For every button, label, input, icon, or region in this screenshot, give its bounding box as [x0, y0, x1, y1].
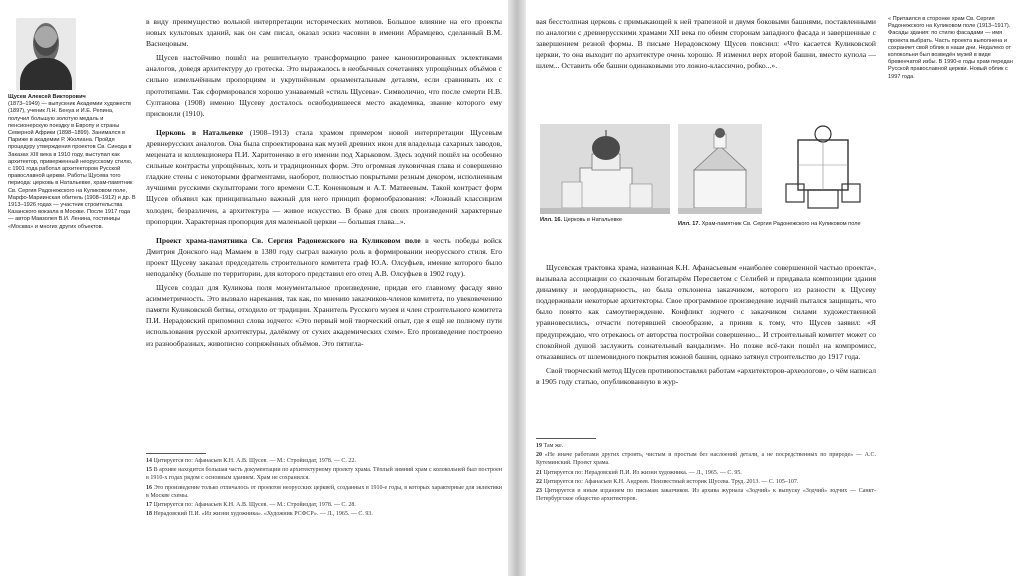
- section-heading: Проект храма-памятника Св. Сергия Радонежского на Куликовом поле: [156, 235, 421, 245]
- paragraph: вая бесстолпная церковь с примыкающей к ней трапезной и двумя боковыми башнями, поставленными по аналогии с древнерусскими храмами XII века по обеим сторонам западного фасада и завершенные с завершением резной формы. В письме Нерадовскому Щусев пояснил: «Что касается Куликовской церкви, то она выходит по архитектуре очень хорошо. Я изменил верх второй башни, вместо купола — шлем... Оставить обе башни одинаковыми это ложно-классично, робко...».: [536, 17, 876, 71]
- left-page: [0, 0, 508, 576]
- portrait-photo: [16, 18, 76, 90]
- church-photo: [540, 124, 670, 214]
- floor-plan-drawing: [768, 124, 878, 214]
- footnote: 22 Цитируется по: Афанасьев К.Н. Андреев. Неизвестный историк Щусева. Труд. 2013. — С. 105–107.: [536, 478, 799, 485]
- footnote: 18 Нерадовский П.И. «Из жизни художника». «Художник РСФСР». — Л., 1965. — С. 93.: [146, 511, 373, 518]
- figure-17-caption-block: [678, 221, 878, 228]
- figure-caption: Церковь в Натальевке: [563, 217, 623, 223]
- paragraph: (1908–1913) стала храмом примером новой интерпретации Щусевым древнерусских аналогов. Она была спроектирована как музей древних икон для владельца сахарных заводов, мецената и коллекционера П.И. Харитоненко в его имении под Харьковом. Здесь зодчий пошёл на особенно сильные контрасты упрощённых, хоть и традиционных форм. Это огромная луковичная глава и совершенно гладкие стены с некоторыми фрагментами, наоборот, полностью покрытыми резным декором, исполненным лучшими русскими скульпторами того времени С.Т. Коненковым и А.Т. Матвеевым. Такой контраст форм Щусев объявил как принципиально важный для него принцип формообразования: «Ложный классицизм холоден, безразличен, а архитектура — живое искусство. В браке для своих произведений характерные пропорции. Характерная пропорция для маленькой церкви — большая глава...».: [146, 127, 502, 226]
- footnote: 14 Цитируется по: Афанасьев К.Н. А.В. Щусев. — М.: Стройиздат, 1978. — С. 22.: [146, 458, 356, 464]
- biography-text: (1873–1949) — выпускник Академии художеств (1897), ученик Л.Н. Бенуа и И.Е. Репина, получил большую золотую медаль и пенсионерскую поездку в Европу и страны Северной Африки (1898–1899). Занимался в Париже в академии Р. Жюлиана. Пройдя процедуру утверждения проектов Св. Синода в Заказах ХIII века в 1910 году, выступал как архитектор, приверженный неорусскому стилю, с 1901 года работал архитектором Русской православной церкви. Работы Щусева того периода: церковь в Натальевке, храм-памятник Св. Сергия Радонежского на Куликовом поле, Марфо-Мариинская обитель (1908–1912) и др. В 1913–1926 годах — участник строительства Казанского вокзала в Москве. После 1917 года — автор Мавзолея В.И. Ленина, гостиницы «Москва» и многих других объектов.: [8, 101, 136, 230]
- biography-name: Щусев Алексей Викторович: [8, 94, 86, 100]
- footnote: 15 В архиве находится большая часть документации по архитектурному проекту храма. Тёплый зимний храм с колокольней был построен в 1910-х годах рядом с основным зданием. Храм не сохранился.: [146, 467, 502, 482]
- figure-16: [540, 124, 670, 224]
- footnote: 20 «Не иначе работами других строить, чистым и простым без наслоений детали, а не посредственных по природе» — А.С. Кутеминский. Проект храма.: [536, 452, 877, 467]
- left-main-text: [146, 16, 502, 352]
- right-footnotes: [536, 438, 876, 504]
- paragraph: Щусевская трактовка храма, названная К.Н. Афанасьевым «наиболее совершенной частью проекта», вызывала ассоциации со сказочным богатырём Пересветом с Селибей и придавала композиции здания динамику и неординарность, но была отклонена заказчиком, которого из разности к Щусеву поддерживали некоторые архитекторы. Свое программное произведение зодчий пытался защищать, что было понято как самоутверждение. Конфликт зодчего с заказчиком силами художественной уравновесились, отчасти потерявшей своеобразие, а приняв к тому, что Щусев заявил: «Я предупреждаю, что отрекаюсь от авторства постройки совершенно... И строительный комитет может со спокойной душой заслужить сознательный вандализм». Но позже всё-таки пошёл на компромисс, отказавшись от шлемовидного покрытия южной башни, однако затянул строительство до 1917 года.: [536, 263, 876, 361]
- church-photo: [678, 124, 762, 214]
- right-main-text: [536, 16, 876, 74]
- right-main-text-lower: [536, 262, 876, 390]
- figure-label: Илл. 17.: [678, 221, 701, 227]
- biography-sidebar: [8, 18, 136, 231]
- paragraph: Щусев настойчиво пошёл на решительную трансформацию ранее канонизированных эклектиками аналогов, доведя архитектуру до гротеска. Это выражалось в необычных сочетаниях упрощённых объёмов с сильно измельчённым пропорциям и укрупнённым орнаментальным деталям, если сравнивать их с прототипами. Так сформировался хорошо узнаваемый «стиль Щусева». Символично, что после смерти Н.В. Султанова (1908) именно Щусеву досталось освободившееся место академика, звание которого ему присвоили (1910).: [146, 53, 502, 118]
- floor-plan-figure: [768, 124, 878, 214]
- footnote: 21 Цитируется по: Нерадовский П.И. Из жизни художника. — Л., 1965. — С. 95.: [536, 469, 742, 476]
- footnote: 19 Там же.: [536, 443, 564, 449]
- book-gutter: [508, 0, 526, 576]
- footnote: 23 Цитируется и иным изданием по письмам заказчиков. Из архива журнала «Зодчий» к выпуску «Зодчий» зодчих — Санкт-Петербургское общество архитекторов.: [536, 488, 876, 503]
- paragraph: в честь победы войск Дмитрия Донского над Мамаем в 1380 году сыграл важную роль в формировании неорусского стиля. Его проект Щусеву заказал председатель строительного комитета граф Ю.А. Олсуфьев, имение которого было неподалёку (больше по территории, для которого представил его отец А.В. Олсуфьев в 1902 году).: [146, 235, 502, 278]
- figure-caption: Храм-памятник Св. Сергия Радонежского на Куликовом поле: [701, 221, 861, 227]
- left-footnotes: [146, 453, 502, 519]
- paragraph: в виду преимущество вольной интерпретации исторических мотивов. Большое влияние на его проекты новых культовых зданий, как он сам писал, оказал эскиз часовни в имении Абрамцево, сделанный В.М. Васнецовым.: [146, 17, 502, 49]
- paragraph: Щусев создал для Куликова поля монументальное произведение, придав его главному фасаду явно асимметричность. Это вызвало нарекания, так как, по мнению заказчиков-членов комитета, по увековечению памяти Куликовской битвы, отходило от традиции. Хранитель Русского музея и член строительного комитета П.И. Нерадовский припомнил слова зодчего: «Это первый мой творческий опыт, где я ещё не полному пути использования русской архитектуры, далёкому от сухих академических схем». Его произведение построено из разнообразных, живописно сопряжённых объёмов. Это пятигла-: [146, 283, 502, 348]
- right-page: [526, 0, 1024, 576]
- figures-row: [540, 124, 880, 244]
- right-sidebar-note: « Притаился в сторонке храм Св. Сергия Радонежского на Куликовом поле (1913–1917). Фасады здания: по стилю фасадами — имя проекта выбрать. Часть проекта выполнена и сохраняет свой облик в наши дни. Недалеко от колокольни был возведён музей в виде бревенчатой избы. В 1990-е годы храм передан Русской православной церкви. Новый облик с 1997 года.: [888, 16, 1013, 80]
- paragraph: Свой творческий метод Щусев противопоставлял работам «архитекторов-археологов», о чём написал в 1905 году статью, опубликованную в жур-: [536, 365, 876, 386]
- figure-17: [678, 124, 762, 214]
- footnote: 16 Это произведение только отличалось от проектов неорусских церквей, созданных в 1910-е годы, в которых характерные для эклектики в Москве схемы.: [146, 484, 502, 499]
- figure-label: Илл. 16.: [540, 217, 563, 223]
- section-heading: Церковь в Натальевке: [156, 127, 244, 137]
- footnote: 17 Цитируется по: Афанасьев К.Н. А.В. Щусев. — М.: Стройиздат, 1978. — С. 28.: [146, 502, 356, 509]
